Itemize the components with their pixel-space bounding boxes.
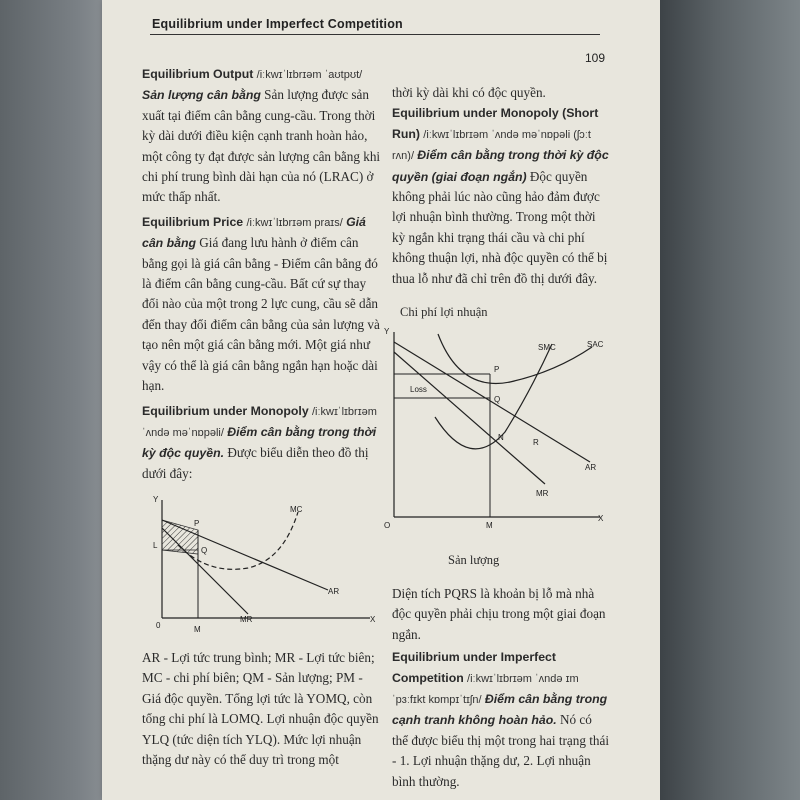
- label-mr: MR: [536, 489, 549, 498]
- label-smc: SMC: [538, 343, 556, 352]
- legend-text: AR - Lợi tức trung bình; MR - Lợi tức biên; MC - chi phí biên; QM - Sản lượng; PM - Giá độc quyền. Tổng lợi tức là YOMQ, còn tổng chi phí là LOMQ. Lợi nhuận độc quyền YLQ (tức diện tích YLQ). Mức lợi nhuận thặng dư này có thể duy trì trong một: [142, 650, 379, 768]
- label-n: N: [498, 433, 504, 442]
- label-o: O: [384, 521, 391, 530]
- label-o: 0: [156, 621, 161, 630]
- entry-equilibrium-price: [142, 212, 382, 397]
- label-mr: MR: [240, 615, 253, 624]
- chart-ylabel: Chi phí lợi nhuận: [400, 305, 488, 319]
- right-column-top: [392, 83, 610, 289]
- label-sac: SAC: [587, 340, 604, 349]
- label-y: Y: [153, 495, 159, 504]
- entry-term: Equilibrium under Monopoly: [142, 403, 309, 418]
- entry-term: Equilibrium Output: [142, 67, 254, 81]
- label-mc: MC: [290, 505, 303, 514]
- right-column-bottom: [392, 584, 610, 792]
- label-q: Q: [494, 395, 501, 404]
- label-r: R: [533, 438, 539, 447]
- entry-body: Độc quyền không phải lúc nào cũng hảo đảm được lợi nhuận bình thường. Trong một thời kỳ ngắn khi trạng thái cầu và chi phí không thuận lợi, nhà độc quyền có thể bị thua lỗ như đã chỉ trên đồ thị dưới đây.: [392, 168, 608, 286]
- background-right: [660, 0, 800, 800]
- label-p: P: [194, 519, 200, 528]
- label-x: X: [370, 615, 376, 624]
- label-x: X: [598, 514, 604, 523]
- entry-vi-title: Điểm cân bằng trong thời kỳ độc quyền.: [142, 424, 377, 461]
- running-title: Equilibrium under Imperfect Competition: [152, 17, 403, 31]
- label-q: Q: [201, 546, 208, 555]
- entry-body: Được biểu diễn theo đồ thị dưới đây:: [142, 445, 369, 481]
- entry-vi-title: Giá cân bằng: [142, 214, 366, 251]
- entry-imperfect-competition: [392, 647, 610, 792]
- entry-phonetic: /iːkwɪˈlɪbrɪəm ˈʌndə məˈnɒpəli/: [142, 405, 377, 439]
- label-ar: AR: [585, 463, 597, 472]
- after-chart-text: Diện tích PQRS là khoản bị lỗ mà nhà độc quyền phải chịu trong một giai đoạn ngắn.: [392, 586, 606, 642]
- left-column-bottom: [142, 648, 382, 770]
- monopoly-equilibrium-diagram: [148, 490, 391, 638]
- entry-vi-title: Điểm cân bằng trong thời kỳ độc quyền (giai đoạn ngắn): [392, 148, 609, 184]
- entry-phonetic: /iːkwɪˈlɪbrɪəm ˈʌndə ɪmˈpɜːfɪkt kɒmpɪˈtɪʃn/: [392, 672, 579, 707]
- entry-phonetic: /iːkwɪˈlɪbrɪəm praɪs/: [246, 216, 343, 229]
- entry-phonetic: /iːkwɪˈlɪbrɪəm ˈaʊtpʊt/: [256, 69, 363, 81]
- entry-term: Equilibrium under Monopoly (Short Run): [392, 106, 599, 141]
- mr-curve: [162, 528, 248, 614]
- entry-equilibrium-under-monopoly: [142, 401, 382, 485]
- label-l: L: [153, 541, 158, 550]
- entry-body: Nó có thể được biểu thị một trong hai trạng thái - 1. Lợi nhuận thặng dư, 2. Lợi nhuận bình thường.: [392, 712, 610, 789]
- left-column-top: [142, 64, 382, 484]
- entry-term: Equilibrium Price: [142, 214, 244, 229]
- label-m: M: [194, 625, 201, 634]
- entry-vi-title: Điểm cân bằng trong cạnh tranh không hoàn hảo.: [392, 692, 608, 728]
- label-loss: Loss: [410, 385, 427, 394]
- label-p: P: [494, 365, 500, 374]
- page-number: 109: [585, 51, 606, 65]
- entry-vi-title: Sản lượng cân bằng: [142, 88, 261, 103]
- entry-term: Equilibrium under Imperfect Competition: [392, 650, 556, 685]
- header-rule: [150, 34, 600, 35]
- chart-xlabel: Sản lượng: [448, 553, 500, 567]
- sac-curve: [438, 334, 592, 383]
- background-left: [0, 0, 110, 800]
- entry-monopoly-short-run: [392, 103, 610, 289]
- mr-curve: [394, 352, 545, 484]
- entry-phonetic: /iːkwɪˈlɪbrɪəm ˈʌndə məˈnɒpəli (ʃɔːt rʌn)/: [392, 128, 591, 163]
- short-run-loss-diagram: [380, 322, 612, 542]
- entry-equilibrium-output: [142, 64, 382, 208]
- entry-body: Giá đang lưu hành ở điểm cân bằng gọi là giá cân bằng - Điểm cân bằng đó là điểm cân bằng cung-cầu. Bất cứ sự thay đổi nào của một trong 2 lực cung, cầu sẽ dẫn đến thay đổi điểm cân bằng của sản lượng và tạo nên một giá cân bằng mới. Một giá như vậy có thể là giá cân bằng ngắn hạn hoặc dài hạn.: [142, 235, 380, 394]
- label-ar: AR: [328, 587, 340, 596]
- label-m: M: [486, 521, 493, 530]
- continued-text: thời kỳ dài khi có độc quyền.: [392, 85, 546, 100]
- label-y: Y: [384, 327, 390, 336]
- ar-curve: [162, 520, 328, 590]
- profit-area: [162, 520, 198, 554]
- entry-body: Sản lượng được sản xuất tại điểm cân bằng cung-cầu. Trong thời kỳ dài dưới điều kiện cạnh tranh hoàn hảo, một công ty đạt được sản lượng cân bằng khi chi phí trung bình dài hạn của nó (LRAC) ở mức thấp nhất.: [142, 87, 381, 205]
